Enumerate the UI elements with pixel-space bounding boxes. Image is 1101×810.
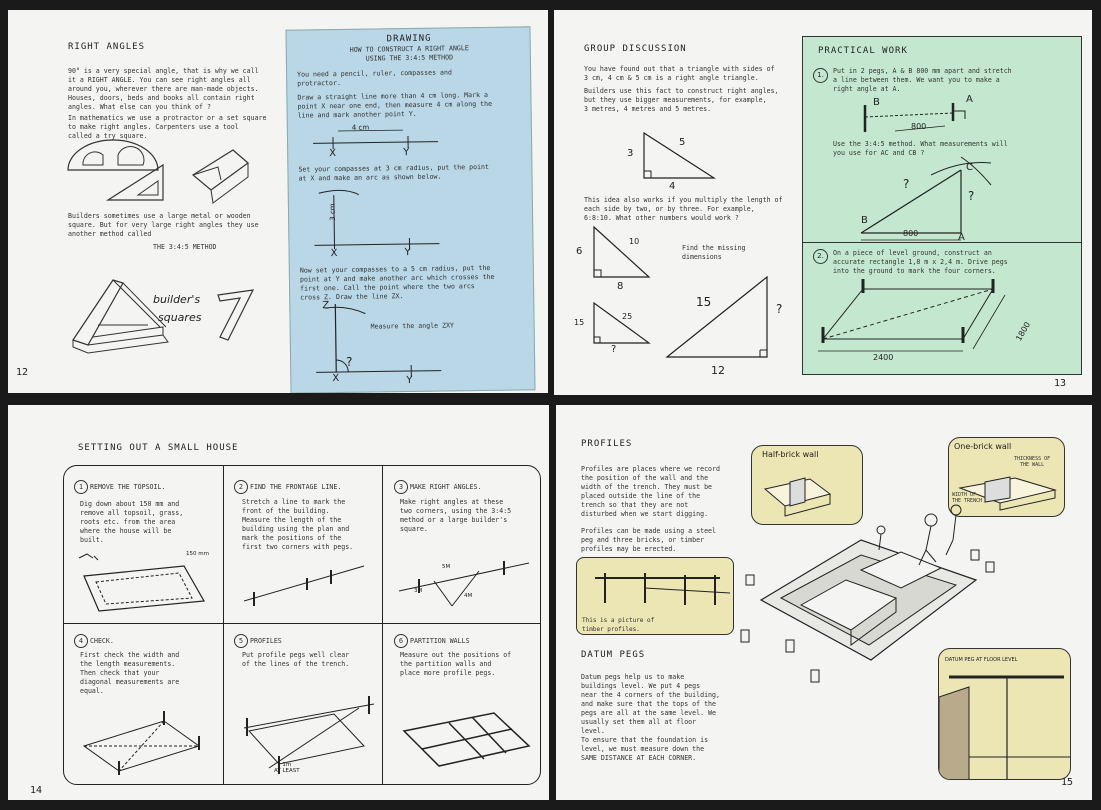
step-6-text: Measure out the positions of the partition walls and place more profile pegs.: [400, 651, 512, 677]
group-text-3: This idea also works if you multiply the length of each side by two, or by three. For example, 6:8:10. What other numbers would work ?: [584, 196, 783, 222]
datum-text-2: To ensure that the foundation is level, we must measure down the SAME DISTANCE AT EACH CORNER.: [581, 736, 709, 762]
drawing-subtitle: HOW TO CONSTRUCT A RIGHT ANGLE USING THE 3:4:5 METHOD: [349, 44, 469, 63]
page-14-title: SETTING OUT A SMALL HOUSE: [78, 443, 239, 453]
group-text-1: You have found out that a triangle with sides of 3 cm, 4 cm & 5 cm is a right angle triangle.: [584, 65, 775, 82]
builders-text: Builders sometimes use a large metal or wooden square. But for very large right angles they use another method called: [68, 212, 259, 238]
drawing-panel: [285, 26, 535, 393]
page-14: [8, 405, 549, 800]
dist-2400: 2400: [873, 353, 894, 362]
tri4-side-12: 12: [711, 364, 725, 377]
step-3-4m: 4M: [464, 593, 473, 599]
timber-profiles-box: [576, 557, 734, 635]
step-4-title: 4 CHECK.: [74, 634, 114, 648]
tri4-side-missing: ?: [776, 302, 783, 316]
page-13-title: GROUP DISCUSSION: [584, 44, 687, 54]
timber-profiles-illustration: [585, 563, 730, 613]
page-13: [554, 10, 1092, 395]
step-3-3m: 3M: [414, 588, 423, 594]
datum-pegs-title: DATUM PEGS: [581, 650, 646, 660]
triangle-6-8-10: [589, 222, 669, 282]
step-1-text: Dig down about 150 mm and remove all topsoil, grass, roots etc. from the area where the house will be built.: [80, 500, 184, 544]
tri1-side-5: 5: [679, 137, 686, 148]
point-y-3: Y: [406, 374, 413, 387]
len-4cm: 4 cm: [351, 123, 370, 132]
peg-b-label: B: [873, 97, 880, 108]
step-5-text: Put profile pegs well clear of the lines of the trench.: [242, 651, 350, 668]
tri1-side-3: 3: [627, 148, 634, 159]
drawing-title: DRAWING: [386, 33, 432, 45]
datum-peg-illustration: [939, 667, 1071, 780]
width-trench-label: WIDTH OF THE TRENCH: [952, 492, 983, 504]
profiles-text-1: Profiles are places where we record the position of the wall and the width of the trench. They must be placed outside the line of the trench so that they are not disturbed when we start digging.: [581, 465, 720, 518]
partition-walls-illustration: [394, 691, 539, 776]
practical-step1b: Use the 3:4:5 method. What measurements will you use for AC and CB ?: [833, 140, 1008, 157]
practical-step2: On a piece of level ground, construct an accurate rectangle 1,8 m x 2,4 m. Drive pegs into the ground to mark the four corners.: [833, 249, 1008, 275]
step-3-5m: 5M: [442, 564, 451, 570]
point-y-2: Y: [404, 247, 411, 259]
timber-caption: This is a picture of timber profiles.: [582, 617, 655, 633]
datum-text-1: Datum pegs help us to make buildings level. We put 4 pegs near the 4 corners of the building, and make sure that the tops of the pegs are all at the same level. We usually set them all at floor level.: [581, 673, 720, 735]
builders-label: builder's: [153, 293, 201, 306]
point-x-3: X: [332, 373, 340, 385]
page-15-number: 15: [1061, 777, 1074, 788]
rectangle-pegs-diagram: [813, 279, 1033, 379]
page-12-title: RIGHT ANGLES: [68, 42, 146, 52]
protractor-setsquare-illustration: [63, 135, 253, 215]
tri3-side-missing: ?: [611, 344, 617, 355]
tri2-side-10: 10: [629, 237, 640, 246]
find-missing-text: Find the missing dimensions: [682, 244, 746, 261]
practical-num-2: 2.: [813, 249, 828, 264]
squares-label: squares: [158, 311, 202, 324]
profiles-text-2: Profiles can be made using a steel peg and three bricks, or timber profiles may be erected.: [581, 527, 716, 553]
dist-1800: 1800: [1014, 320, 1033, 343]
tri3-side-15: 15: [574, 318, 585, 327]
tri2-side-8: 8: [617, 281, 624, 292]
step-2-title: 2 FIND THE FRONTAGE LINE.: [234, 480, 341, 494]
pegs-ab-diagram: [853, 97, 973, 137]
dist-800-2: 800: [903, 229, 919, 238]
practical-num-1: 1.: [813, 68, 828, 83]
steps-grid: [63, 465, 541, 785]
dist-800-1: 800: [911, 122, 927, 131]
step-3-text: Make right angles at these two corners, using the 3:4:5 method or a large builder's square.: [400, 498, 512, 533]
datum-peg-inset: [938, 648, 1071, 780]
page-13-number: 13: [1054, 378, 1067, 389]
step-2-text: Stretch a line to mark the front of the building. Measure the length of the building using the plan and mark the positions of the first two corners with pegs.: [242, 498, 354, 551]
point-a2-label: A: [958, 232, 965, 243]
step-6-title: 6 PARTITION WALLS: [394, 634, 470, 648]
point-c-label: C: [966, 162, 973, 173]
thickness-label: THICKNESS OF THE WALL: [1014, 456, 1051, 468]
triangle-15-12: [662, 272, 777, 362]
practical-step1: Put in 2 pegs, A & B 800 mm apart and stretch a line between them. We want you to make a right angle at A.: [833, 67, 1012, 93]
q-cb: ?: [903, 177, 910, 191]
right-angle-intro: 90° is a very special angle, that is why we call it a RIGHT ANGLE. You can see right angles all around you, wherever there are man-made objects. Houses, doors, beds and books all contain right angles. What else can you think of ?: [68, 67, 259, 111]
one-brick-label: One-brick wall: [954, 442, 1012, 451]
page-15-title: PROFILES: [581, 439, 633, 449]
angle-question: ?: [346, 354, 353, 369]
page-14-number: 14: [30, 785, 43, 796]
check-diagonals-illustration: [74, 691, 219, 776]
point-z: Z: [322, 300, 330, 312]
q-ac: ?: [968, 189, 975, 203]
drawing-step4: Now set your compasses to a 5 cm radius, put the point at Y and make another arc which crosses the first one. Call the point where the two arcs cross Z. Draw the line ZX.: [299, 263, 495, 302]
point-x-2: X: [330, 248, 338, 260]
tri3-side-25: 25: [622, 312, 633, 321]
point-y-1: Y: [403, 147, 410, 159]
practical-panel: [802, 36, 1082, 375]
step-1-note: 150 mm: [186, 551, 209, 557]
point-b2-label: B: [861, 215, 868, 226]
datum-peg-label: DATUM PEG AT FLOOR LEVEL: [945, 657, 1018, 663]
step-1-title: 1 REMOVE THE TOPSOIL.: [74, 480, 165, 494]
drawing-step1: You need a pencil, ruler, compasses and protractor.: [297, 68, 452, 88]
page-12-number: 12: [16, 367, 29, 378]
step-5-note: 1m AT LEAST: [274, 762, 300, 774]
frontage-line-illustration: [239, 556, 379, 616]
step-4-text: First check the width and the length measurements. Then check that your diagonal measurements are equal.: [80, 651, 180, 695]
page-12: [8, 10, 548, 393]
step-5-title: 5 PROFILES: [234, 634, 282, 648]
tri2-side-6: 6: [576, 246, 583, 257]
right-angle-illustration: [394, 551, 539, 616]
protractor-text: In mathematics we use a protractor or a set square to make right angles. Carpenters use a tool called a try square.: [68, 114, 267, 140]
tri4-side-15: 15: [696, 295, 712, 309]
tri1-side-4: 4: [669, 181, 676, 192]
practical-title: PRACTICAL WORK: [818, 46, 908, 56]
half-brick-label: Half-brick wall: [762, 450, 819, 459]
point-x-1: X: [329, 148, 337, 160]
group-text-2: Builders use this fact to construct right angles, but they use bigger measurements, for example, 3 metres, 4 metres and 5 metres.: [584, 87, 779, 113]
len-3cm: 3 cm: [328, 203, 337, 221]
peg-a-label: A: [966, 94, 973, 105]
profiles-illustration: [239, 686, 379, 776]
step-3-title: 3 MAKE RIGHT ANGLES.: [394, 480, 481, 494]
drawing-step2: Draw a straight line more than 4 cm long. Mark a point X near one end, then measure 4 cm along the line and mark another point Y.: [297, 90, 493, 120]
method-label: THE 3:4:5 METHOD: [153, 243, 217, 251]
page-15: [556, 405, 1092, 800]
measure-text: Measure the angle ZXY: [370, 321, 455, 331]
drawing-step3: Set your compasses at 3 cm radius, put the point at X and make an arc as shown below.: [298, 162, 490, 183]
